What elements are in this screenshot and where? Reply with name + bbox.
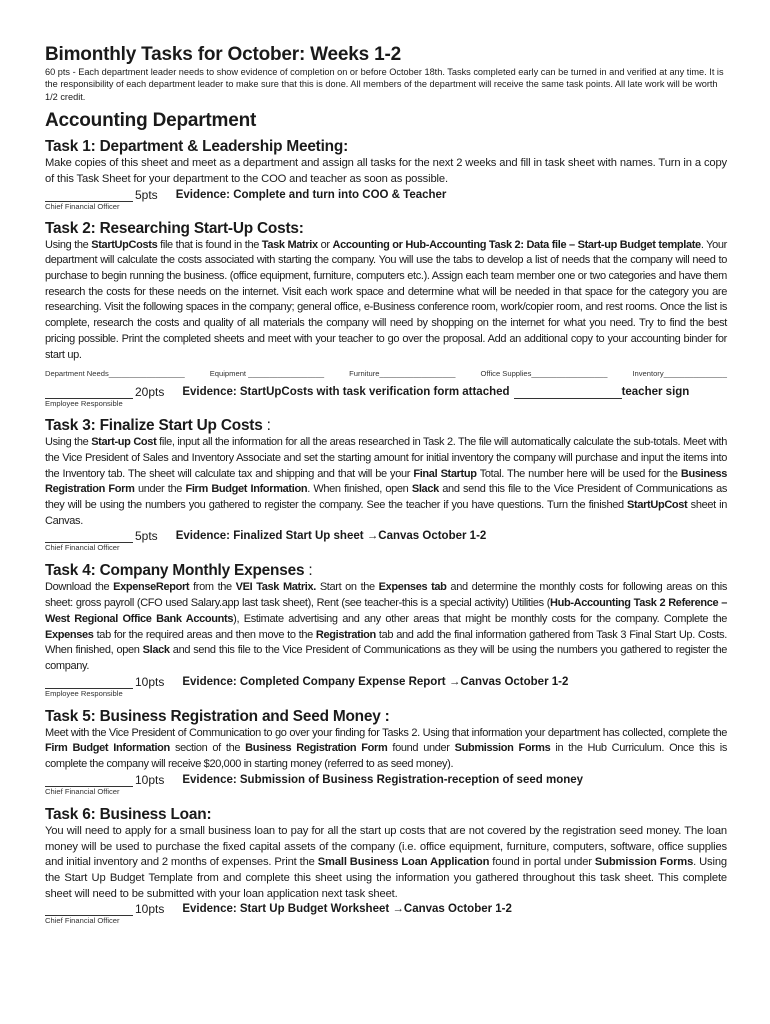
task-body: Meet with the Vice President of Communication to go over your finding for Tasks 2. Using that information your department has collected, complete the Firm Budget Information section of the Business Registration Form found under Submission Forms in the Hub Curriculum. Once this is complete the company will receive $20,000 in starting money (referred to as seed money). (45, 726, 727, 771)
points: 5pts (135, 187, 158, 202)
field-inventory[interactable]: Inventory_______________ (632, 369, 727, 379)
task-title-row (45, 561, 727, 580)
points: 10pts (135, 772, 165, 787)
evidence-text: Evidence: Completed Company Expense Report (182, 675, 446, 688)
points: 10pts (135, 902, 165, 917)
task-title: Task 1: Department & Leadership Meeting: (45, 138, 349, 156)
task-title: Task 3: Finalize Start Up Costs (45, 417, 263, 435)
evidence-text: Evidence: Start Up Budget Worksheet (182, 903, 390, 916)
evidence-tail: Canvas October 1-2 (378, 530, 487, 543)
evidence (182, 675, 568, 689)
task-body: Using the StartUpCosts file that is found in the Task Matrix or Accounting or Hub-Accounting Task 2: Data file – Start-up Budget template. Your department will calculate the costs associated with starting the company. You will use the tabs to develop a list of needs that the company will need to purchase to begin running the business. (office equipment, furniture, computers etc.). Assign each team member one or two categories and have them research the costs for these needs on the internet. Visit each work space and determine what will be needed in that space for the category you are researching. Visit the following spaces in the company; general office, e-Business conference room, work/copier room, and rest rooms. Once the list is complete, research the costs and quality of all materials the company will need by shopping on the internet for what you need. Try to find the best pricing possible. Print the completed sheets and meet with your teacher to go over the proposal. Add an additional copy to your accounting binder for start up. (45, 238, 727, 361)
teacher-sign-label: teacher sign (621, 386, 690, 399)
field-equipment[interactable]: Equipment __________________ (209, 369, 325, 379)
task-1 (45, 137, 727, 210)
task-body: Using the Start-up Cost file, input all the information for all the areas researched in Task 2. The file will automatically calculate the sub-totals. Meet with the Vice President of Sales and Inventory Associate and set the starting amount for initial inventory the company will purchase and input the items into the Inventory tab. The sheet will calculate tax and shipping and that will be your Final Startup Total. The number here will be used for the Business Registration Form under the Firm Budget Information. When finished, open Slack and send this file to the Vice President of Communications as they will be using the numbers you gathered to register the company. See the teacher if you have questions. Turn the finished StartUpCost sheet in Canvas. (45, 436, 728, 527)
assignment-fields (45, 369, 727, 379)
evidence: Evidence: StartUpCosts with task verification form attached (182, 386, 510, 399)
evidence (176, 529, 487, 543)
teacher-signature-line[interactable] (514, 387, 622, 399)
signoff-row (45, 188, 727, 202)
signature-line[interactable] (45, 190, 133, 202)
evidence (182, 902, 512, 916)
signature-line[interactable] (45, 904, 133, 916)
evidence: Evidence: Complete and turn into COO & Teacher (175, 188, 447, 201)
signoff-row (45, 385, 727, 399)
role-label: Chief Financial Officer (45, 916, 120, 926)
page-title: Bimonthly Tasks for October: Weeks 1-2 (45, 44, 401, 65)
points: 5pts (135, 529, 158, 544)
field-office-supplies[interactable]: Office Supplies__________________ (480, 369, 608, 379)
title-colon: : (308, 562, 313, 580)
evidence-tail: Canvas October 1-2 (403, 903, 512, 916)
task-5 (45, 707, 727, 796)
task-body: Download the ExpenseReport from the VEI Task Matrix. Start on the Expenses tab and determine the monthly costs for following areas on this sheet: gross payroll (CFO used Salary.app last task sheet), Rent (see teacher-this is a special activity) Utilities (Hub-Accounting Task 2 Reference – West Regional Office Bank Accounts), Estimate advertising and any other areas that might be monthly costs for the company. Complete the Expenses tab for the required areas and then move to the Registration tab and add the final information gathered from Task 3 Final Start Up. Costs. When finished, open Slack and send this file to the Vice President of Communications as they will be using the numbers you gathered to register the company. (45, 581, 727, 672)
evidence: Evidence: Submission of Business Registration-reception of seed money (182, 773, 584, 786)
signoff-row (45, 529, 727, 543)
field-furniture[interactable]: Furniture__________________ (349, 369, 456, 379)
signoff-row (45, 675, 727, 689)
role-label: Chief Financial Officer (45, 786, 120, 796)
evidence-text: Evidence: Finalized Start Up sheet (175, 530, 364, 543)
signature-line[interactable] (45, 387, 133, 399)
signoff-row (45, 773, 727, 787)
task-body: You will need to apply for a small business loan to pay for all the start up costs that are not covered by the registration seed money. The loan money will be used to purchase the fixed capital assets of the company (i.e. office equipment, furniture, computers, software, office supplies and initial inventory and 2 months of expenses. Print the Small Business Loan Application found in portal under Submission Forms. Using the Start Up Budget Template from and complete this sheet using the information you gathered throughout this task sheet. This complete sheet will need to be submitted with your loan application next task sheet. (45, 824, 727, 900)
evidence-tail: Canvas October 1-2 (460, 675, 569, 688)
task-body: Make copies of this sheet and meet as a department and assign all tasks for the next 2 weeks and fill in task sheet with names. Turn in a copy of this Task Sheet for your department to the COO and teacher as soon as possible. (45, 157, 727, 185)
signature-line[interactable] (45, 531, 133, 543)
task-4 (45, 561, 727, 697)
arrow-icon: → (392, 903, 404, 916)
signature-line[interactable] (45, 775, 133, 787)
task-2 (45, 219, 727, 409)
field-department-needs[interactable]: Department Needs__________________ (45, 369, 185, 379)
task-title: Task 6: Business Loan: (45, 805, 212, 823)
task-title: Task 4: Company Monthly Expenses (45, 562, 305, 580)
signoff-row (45, 902, 727, 916)
task-title-row (45, 416, 727, 435)
task-3 (45, 416, 727, 552)
points: 10pts (135, 674, 165, 689)
task-6 (45, 805, 727, 926)
arrow-icon: → (366, 530, 379, 543)
intro-text: 60 pts - Each department leader needs to show evidence of completion on or before October 18th. Tasks completed early can be turned in and verified at any time. It is the responsibility of each department leader to make sure that this is done. All members of the department will receive the same task points. All late work will be worth 1/2 credit. (45, 67, 724, 102)
task-title: Task 5: Business Registration and Seed Money : (45, 707, 390, 725)
role-label: Chief Financial Officer (45, 201, 120, 211)
role-label: Employee Responsible (45, 399, 123, 409)
signature-line[interactable] (45, 677, 133, 689)
task-sheet (45, 44, 727, 925)
role-label: Chief Financial Officer (45, 543, 120, 553)
arrow-icon: → (448, 675, 461, 688)
task-title: Task 2: Researching Start-Up Costs: (45, 219, 304, 237)
title-colon: : (266, 417, 271, 435)
role-label: Employee Responsible (45, 688, 123, 698)
department-heading: Accounting Department (45, 110, 257, 132)
points: 20pts (135, 385, 165, 400)
